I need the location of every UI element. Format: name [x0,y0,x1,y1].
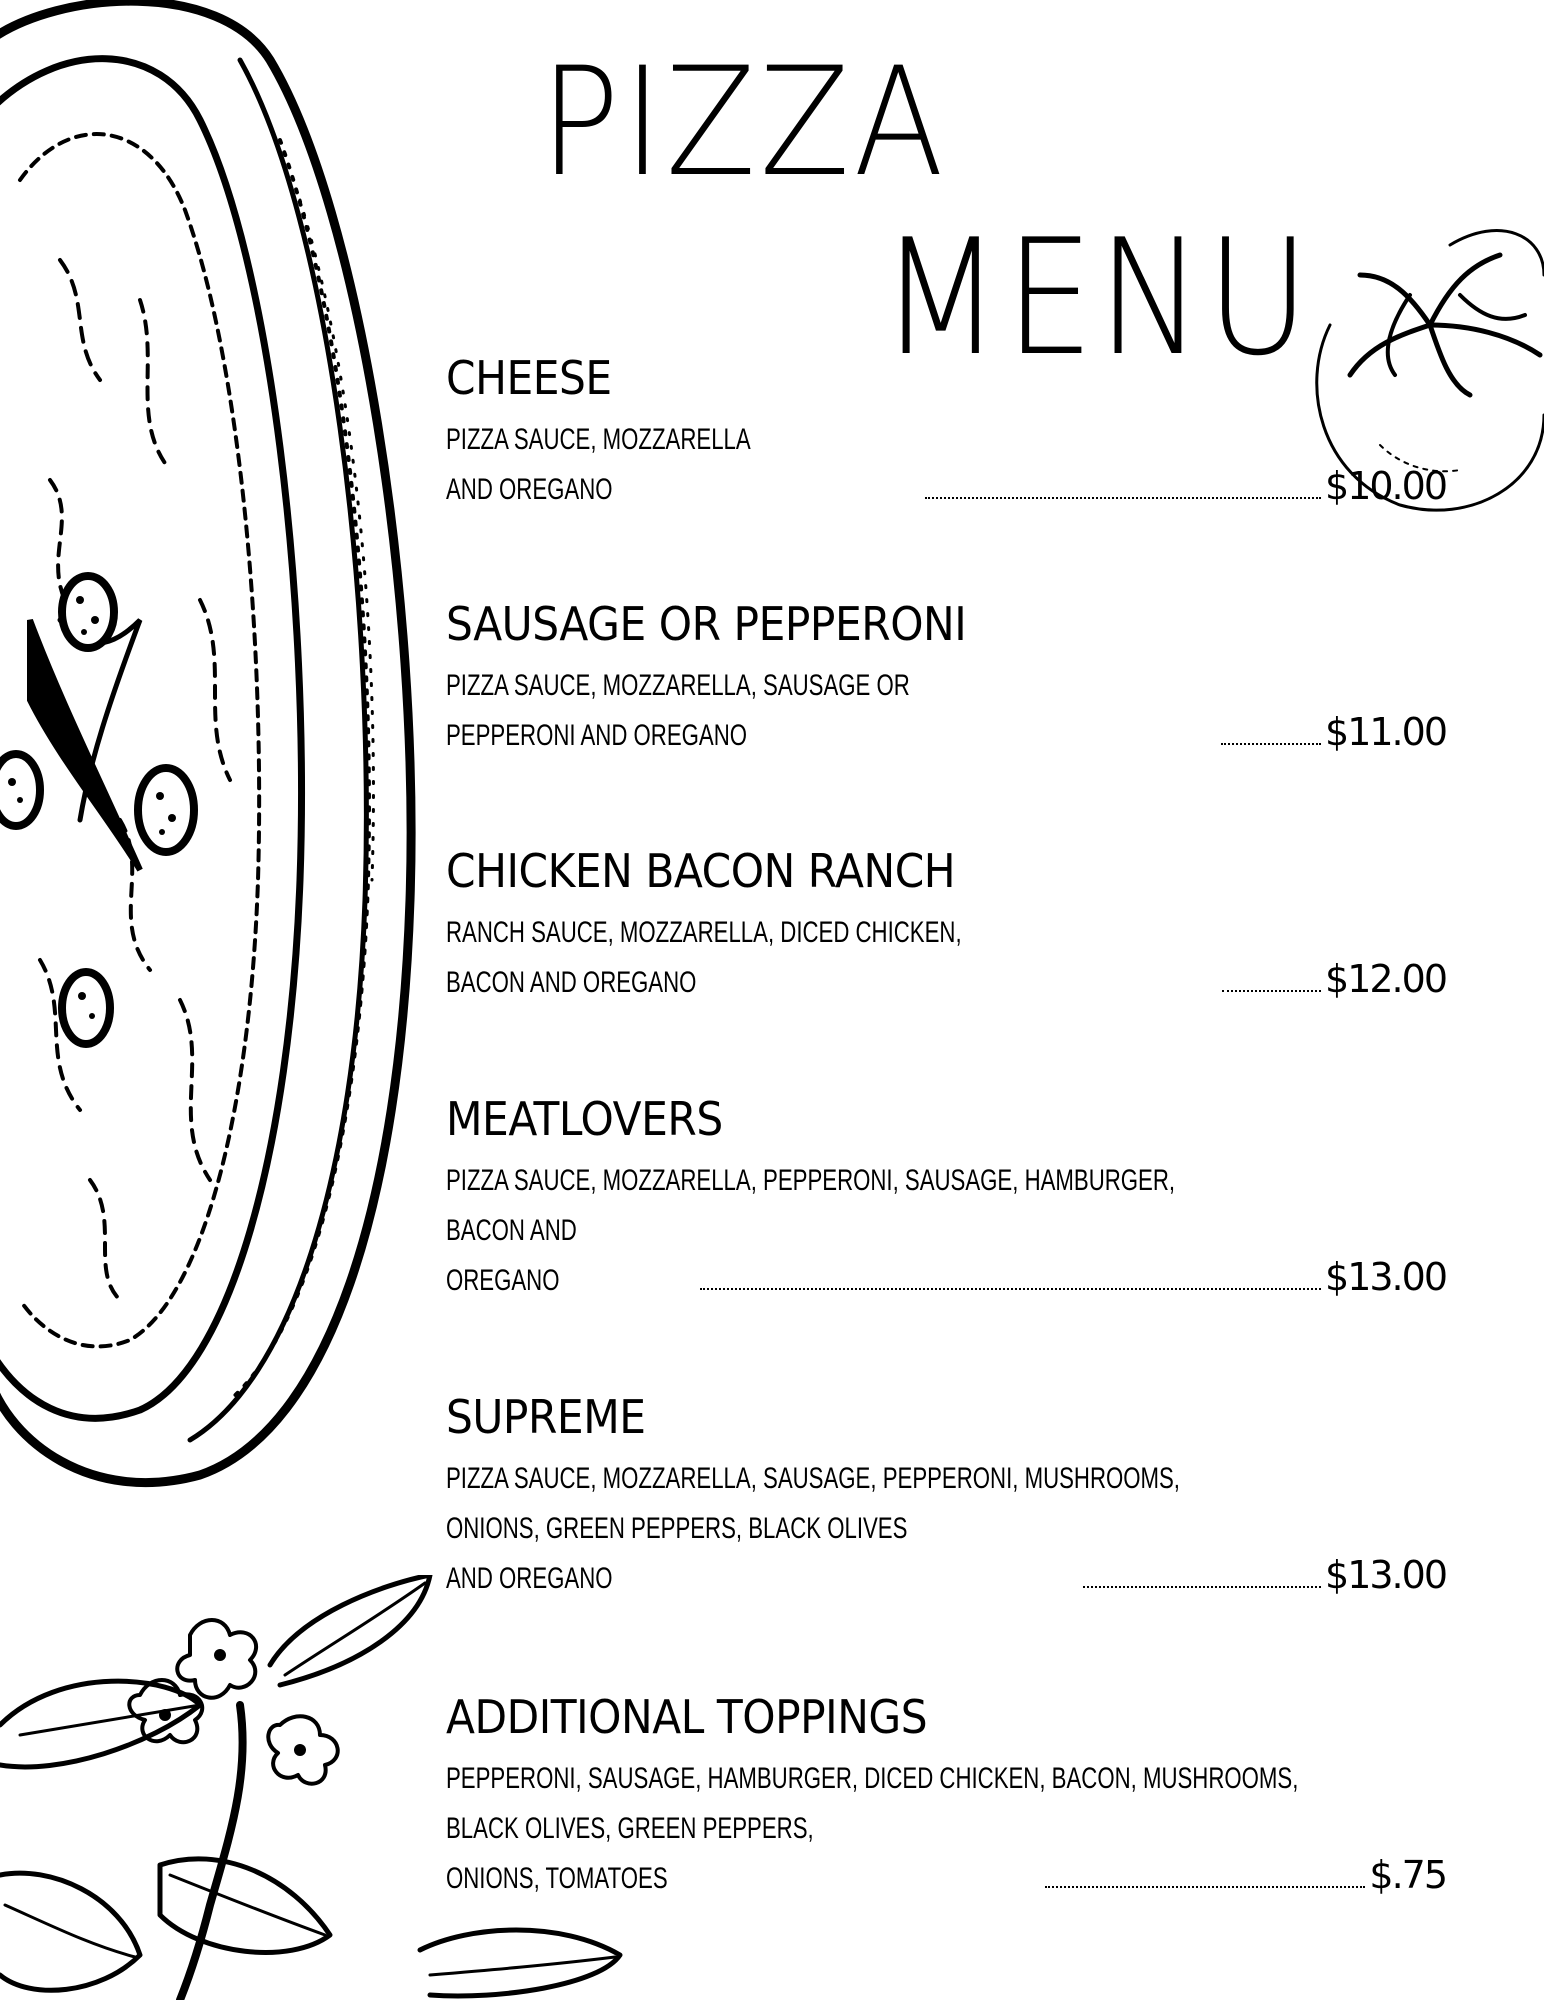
item-name: CHICKEN BACON RANCH [446,844,956,898]
item-price-row [446,415,1446,508]
item-price-row [446,1206,1446,1299]
menu-item-chicken-bacon-ranch [446,844,1446,1001]
item-description-line: PIZZA SAUCE, MOZZARELLA, PEPPERONI, SAUSAGE, HAMBURGER, [446,1164,1176,1197]
menu-item-sausage-or-pepperoni [446,597,1446,754]
item-description-line: PEPPERONI, SAUSAGE, HAMBURGER, DICED CHICKEN, BACON, MUSHROOMS, [446,1762,1299,1795]
dotted-leader [1222,989,1321,992]
dotted-leader [1083,1585,1321,1588]
item-name: SUPREME [446,1390,646,1444]
item-price: $13.00 [1325,1255,1446,1299]
item-name: CHEESE [446,351,612,405]
pizza-illustration [0,0,420,1500]
menu-item-supreme [446,1390,1446,1597]
item-description: PIZZA SAUCE, MOZZARELLA, SAUSAGE OR PEPPERONI AND OREGANO [446,669,910,752]
item-name: SAUSAGE OR PEPPERONI [446,597,967,651]
item-price: $13.00 [1325,1553,1446,1597]
title-pizza: PIZZA [540,36,948,210]
item-description-line: PIZZA SAUCE, MOZZARELLA, SAUSAGE, PEPPERONI, MUSHROOMS, [446,1462,1180,1495]
item-description: PIZZA SAUCE, MOZZARELLA AND OREGANO [446,423,750,506]
item-price-row [446,1804,1446,1897]
item-name: ADDITIONAL TOPPINGS [446,1690,928,1744]
item-price-row [446,1504,1446,1597]
item-price: $10.00 [1325,464,1446,508]
item-description: BLACK OLIVES, GREEN PEPPERS, ONIONS, TOMATOES [446,1812,814,1895]
dotted-leader [1045,1885,1365,1888]
title-menu: MENU [880,204,1313,391]
item-price-row [446,908,1446,1001]
item-price-row [446,661,1446,754]
dotted-leader [1221,742,1321,745]
menu-item-cheese [446,351,1446,508]
item-description: ONIONS, GREEN PEPPERS, BLACK OLIVES AND OREGANO [446,1512,908,1595]
menu-item-meatlovers [446,1092,1446,1299]
item-name: MEATLOVERS [446,1092,723,1146]
dotted-leader [700,1287,1321,1290]
item-price: $12.00 [1325,957,1446,1001]
dotted-leader [925,496,1321,499]
item-description: RANCH SAUCE, MOZZARELLA, DICED CHICKEN, BACON AND OREGANO [446,916,962,999]
item-price: $.75 [1369,1853,1446,1897]
menu-item-additional-toppings [446,1690,1446,1897]
item-description: BACON AND OREGANO [446,1214,577,1297]
item-price: $11.00 [1325,710,1446,754]
